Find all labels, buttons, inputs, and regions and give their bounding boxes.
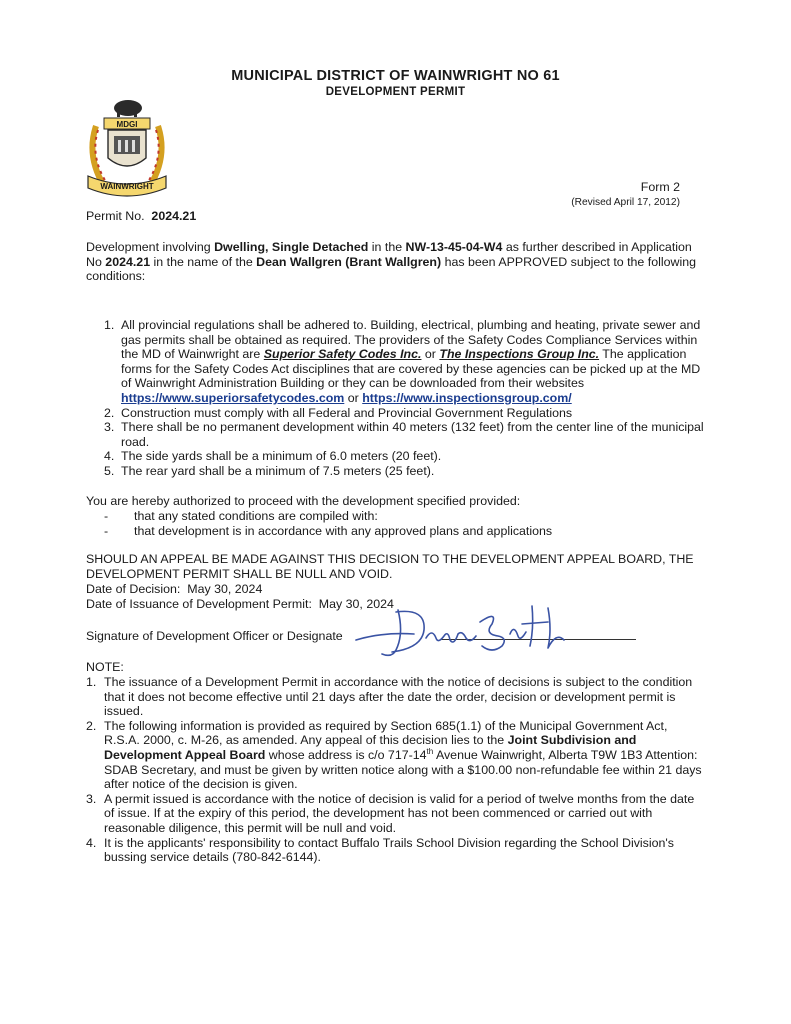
decision-date-value: May 30, 2024: [187, 582, 263, 596]
note-item: 4. It is the applicants' responsibility to contact Buffalo Trails School Division regarding the School Division's bussing service details (780-842-6144).: [86, 835, 674, 865]
issuance-date-value: May 30, 2024: [318, 597, 394, 611]
permit-number-value: 2024.21: [151, 209, 197, 223]
form-label: Form 2: [640, 180, 680, 194]
note-item: 2. The following information is provided as required by Section 685(1.1) of the Municipal Government Act, R.S.A. 2000, c. M-26, as amended. Any appeal of this decision lies to the Joint Subdivision and Development Appeal Board whose address is c/o 717-14th Avenue Wainwright, Alberta T9W 1B3 Attention: SDAB Secretary, and must be given by written notice along with a $100.00 non-refundable fee within 21 days after notice of the decision is given.: [86, 718, 702, 792]
note-item: 3. A permit issued is accordance with the notice of decision is valid for a period of twelve months from the date of issue. If at the expiry of this period, the development has not been commenced or carried out with reasonable diligence, this permit will be null and void.: [86, 791, 695, 835]
appeal-notice: SHOULD AN APPEAL BE MADE AGAINST THIS DECISION TO THE DEVELOPMENT APPEAL BOARD, THE DEVELOPMENT PERMIT SHALL BE NULL AND VOID.: [86, 552, 694, 581]
authorization-item: - that development is in accordance with any approved plans and applications: [104, 523, 553, 538]
permit-number-label: Permit No.: [86, 209, 145, 223]
legal-location: NW-13-45-04-W4: [405, 240, 503, 254]
permit-number: [86, 209, 196, 224]
condition-item: 4. The side yards shall be a minimum of 6.0 meters (20 feet).: [104, 449, 442, 464]
superior-safety-codes-link[interactable]: https://www.superiorsafetycodes.com: [121, 390, 345, 405]
authorization-text: You are hereby authorized to proceed with the development specified provided:: [86, 494, 521, 508]
inspections-group: The Inspections Group Inc.: [439, 347, 600, 362]
development-type: Dwelling, Single Detached: [214, 240, 369, 254]
handwritten-signature: [352, 594, 572, 664]
date-of-decision: Date of Decision: May 30, 2024: [86, 582, 263, 596]
appeal-board-name: Joint Subdivision and Development Appeal Board: [104, 733, 637, 762]
condition-item: 5. The rear yard shall be a minimum of 7.5 meters (25 feet).: [104, 463, 435, 478]
form-revised-date: (Revised April 17, 2012): [571, 197, 680, 208]
signature-label: Signature of Development Officer or Designate: [86, 629, 343, 643]
superior-safety-codes: Superior Safety Codes Inc.: [263, 347, 422, 362]
inspections-group-link[interactable]: https://www.inspectionsgroup.com/: [362, 390, 572, 405]
applicant-name: Dean Wallgren (Brant Wallgren): [256, 254, 442, 269]
conditions-list: [104, 318, 704, 479]
document-subtitle: DEVELOPMENT PERMIT: [325, 86, 466, 98]
notes-list: [86, 675, 706, 865]
note-item: 1. The issuance of a Development Permit in accordance with the notice of decisions is subject to the condition that it does not become effective until 21 days after the date the order, decision or development permit is issued.: [86, 675, 693, 719]
crest-top-text: MDGI: [116, 120, 138, 129]
crest-bottom-text: WAINWRIGHT: [100, 182, 154, 191]
municipal-crest-icon: [82, 96, 172, 200]
notes-heading: NOTE:: [86, 660, 124, 674]
authorization-item: - that any stated conditions are compiled with:: [104, 509, 378, 523]
condition-item: 3. There shall be no permanent development within 40 meters (132 feet) from the center line of the municipal road.: [104, 420, 704, 449]
condition-item: 2. Construction must comply with all Federal and Provincial Government Regulations: [104, 405, 573, 420]
document-title: MUNICIPAL DISTRICT OF WAINWRIGHT NO 61: [231, 68, 560, 84]
authorization-list: [104, 509, 552, 538]
intro-paragraph: Development involving Dwelling, Single Detached in the NW-13-45-04-W4 as further described in Application No 2024.21 in the name of the Dean Wallgren (Brant Wallgren) has been APPROVED subject to the following conditions:: [86, 240, 696, 284]
date-of-issuance: Date of Issuance of Development Permit: May 30, 2024: [86, 597, 394, 611]
application-number: 2024.21: [105, 254, 151, 269]
condition-item: 1. All provincial regulations shall be adhered to. Building, electrical, plumbing and heating, private sewer and gas permits shall be obtained as required. The providers of the Safety Codes Compliance Services within the MD of Wainwright are Superior Safety Codes Inc. or The Inspections Group Inc. The application forms for the Safety Codes Act disciplines that are covered by these agencies can be picked up at the MD of Wainwright Administration Building or they can be downloaded from their websites https://www.superiorsafetycodes.com or https://www.inspectionsgroup.com/: [104, 318, 701, 405]
